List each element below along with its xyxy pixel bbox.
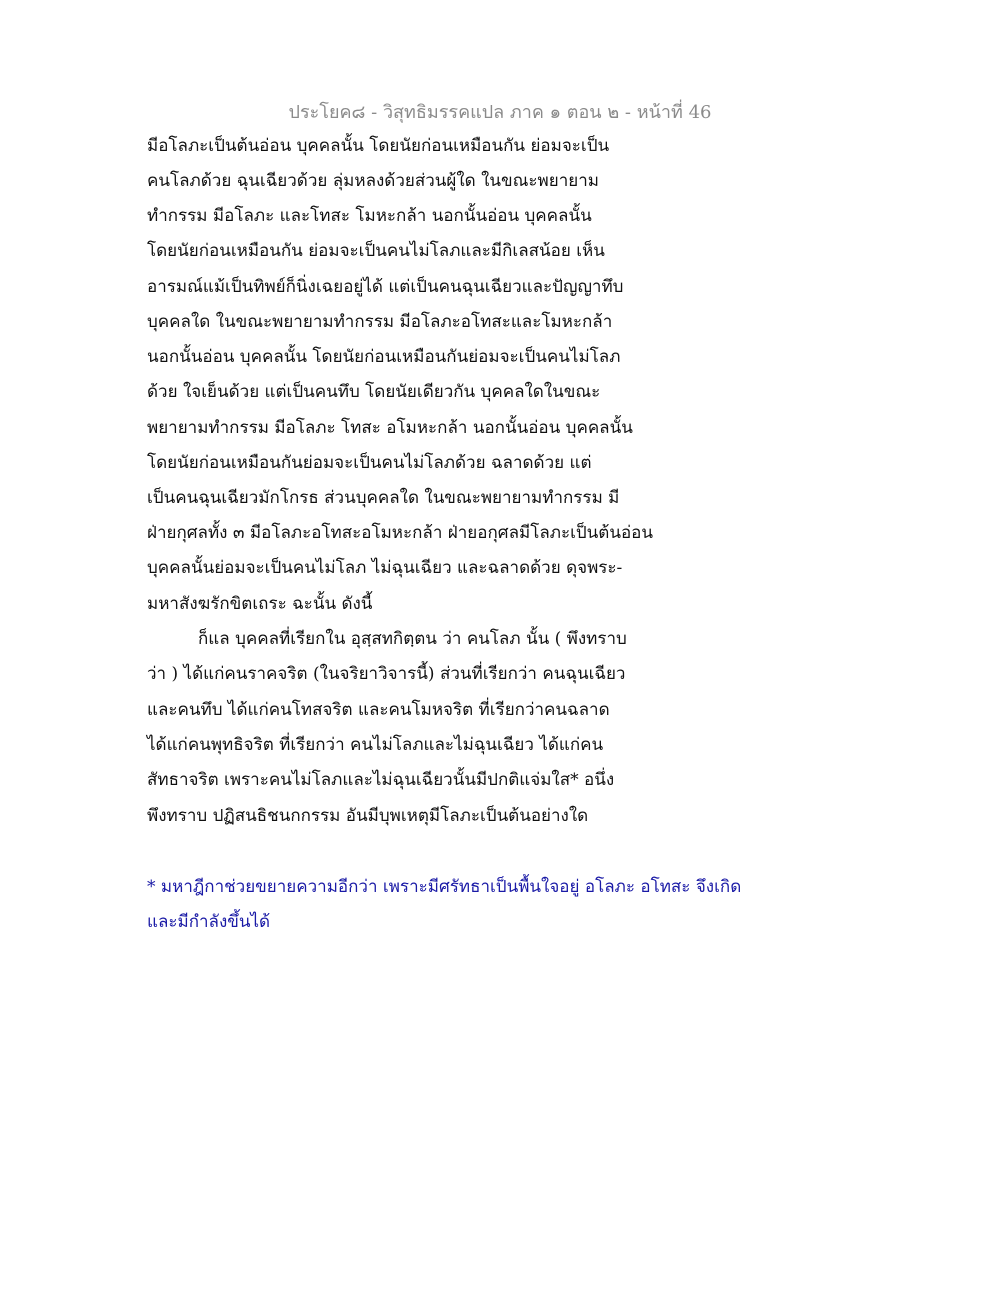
body-line: นอกนั้นอ่อน บุคคลนั้น โดยนัยก่อนเหมือนกันย่อมจะเป็นคนไม่โลภ [147,347,621,367]
paragraph-line: และคนทึบ ได้แก่คนโทสจริต และคนโมหจริต ที่เรียกว่าคนฉลาด [147,700,610,720]
paragraph-line: สัทธาจริต เพราะคนไม่โลภและไม่ฉุนเฉียวนั้นมีปกติแจ่มใส* อนึ่ง [147,770,615,790]
body-line: เป็นคนฉุนเฉียวมักโกรธ ส่วนบุคคลใด ในขณะพยายามทำกรรม มี [147,488,620,508]
body-line: โดยนัยก่อนเหมือนกันย่อมจะเป็นคนไม่โลภด้วย ฉลาดด้วย แต่ [147,453,592,473]
body-line: ด้วย ใจเย็นด้วย แต่เป็นคนทึบ โดยนัยเดียวกัน บุคคลใดในขณะ [147,382,601,402]
body-line: โดยนัยก่อนเหมือนกัน ย่อมจะเป็นคนไม่โลภและมีกิเลสน้อย เห็น [147,241,605,261]
body-line: บุคคลใด ในขณะพยายามทำกรรม มีอโลภะอโทสะและโมหะกล้า [147,312,613,332]
body-line: คนโลภด้วย ฉุนเฉียวด้วย ลุ่มหลงด้วยส่วนผู้ใด ในขณะพยายาม [147,171,599,191]
paragraph-line: ก็แล บุคคลที่เรียกใน อุสฺสทกิตฺตน ว่า คนโลภ นั้น ( พึงทราบ [198,629,627,649]
body-line: ทำกรรม มีอโลภะ และโทสะ โมหะกล้า นอกนั้นอ่อน บุคคลนั้น [147,206,592,226]
footnote-line: และมีกำลังขึ้นได้ [147,912,271,932]
body-line: พยายามทำกรรม มีอโลภะ โทสะ อโมหะกล้า นอกนั้นอ่อน บุคคลนั้น [147,418,633,438]
body-line: มหาสังฆรักขิตเถระ ฉะนั้น ดังนี้ [147,594,373,614]
paragraph-line: ว่า ) ได้แก่คนราคจริต (ในจริยาวิจารนี้) ส่วนที่เรียกว่า คนฉุนเฉียว [147,664,626,684]
page-header: ประโยค๘ - วิสุทธิมรรคแปล ภาค ๑ ตอน ๒ - หน้าที่ 46 [288,102,712,123]
paragraph-line: ได้แก่คนพุทธิจริต ที่เรียกว่า คนไม่โลภและไม่ฉุนเฉียว ได้แก่คน [147,735,604,755]
body-line: มีอโลภะเป็นต้นอ่อน บุคคลนั้น โดยนัยก่อนเหมือนกัน ย่อมจะเป็น [147,136,610,156]
body-line: ฝ่ายกุศลทั้ง ๓ มีอโลภะอโทสะอโมหะกล้า ฝ่ายอกุศลมีโลภะเป็นต้นอ่อน [147,523,653,543]
footnote-line: * มหาฎีกาช่วยขยายความอีกว่า เพราะมีศรัทธาเป็นพื้นใจอยู่ อโลภะ อโทสะ จึงเกิด [147,877,742,897]
body-line: บุคคลนั้นย่อมจะเป็นคนไม่โลภ ไม่ฉุนเฉียว และฉลาดด้วย ดุจพระ- [147,558,623,578]
paragraph-line: พึงทราบ ปฏิสนธิชนกกรรม อันมีบุพเหตุมีโลภะเป็นต้นอย่างใด [147,806,589,826]
body-line: อารมณ์แม้เป็นทิพย์ก็นิ่งเฉยอยู่ได้ แต่เป็นคนฉุนเฉียวและปัญญาทึบ [147,277,624,297]
